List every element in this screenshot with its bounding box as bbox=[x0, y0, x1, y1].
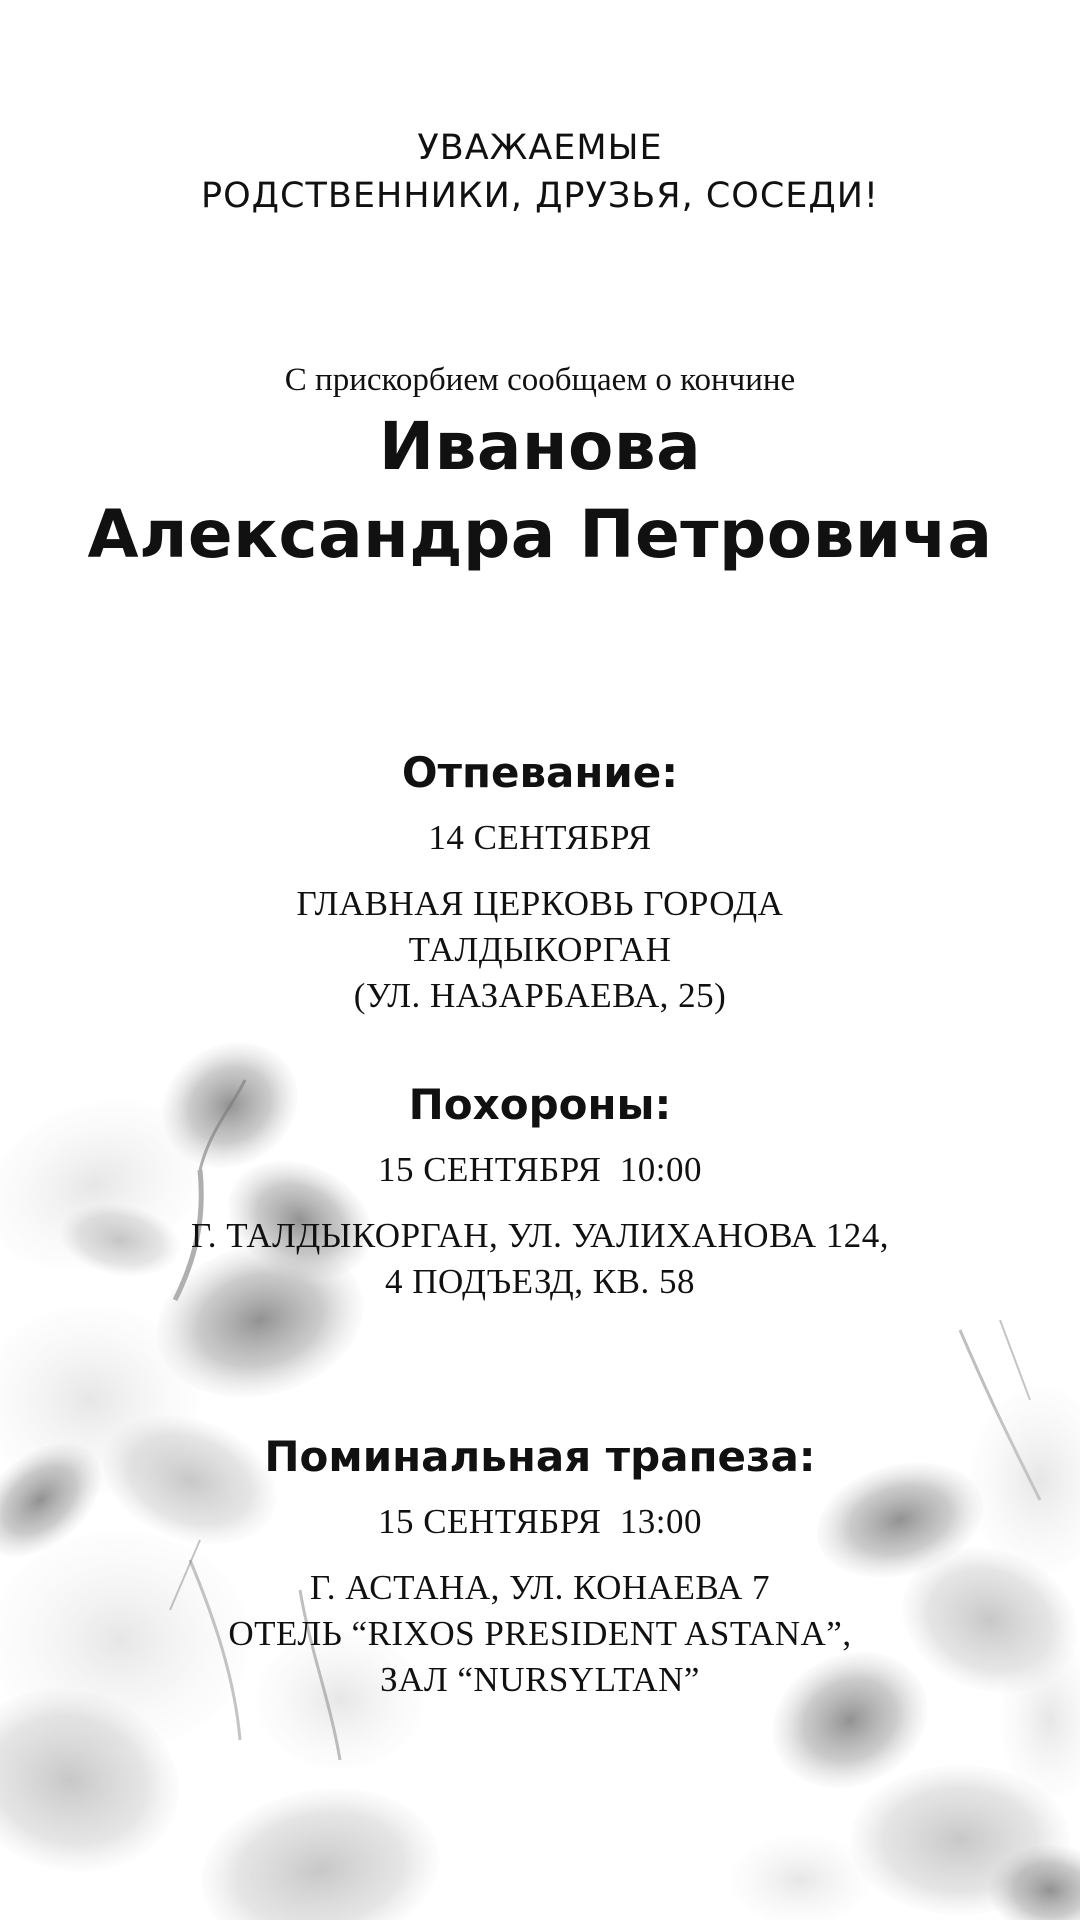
funeral-service-date: 14 СЕНТЯБРЯ bbox=[428, 818, 652, 857]
burial-place-line-1: Г. ТАЛДЫКОРГАН, УЛ. УАЛИХАНОВА 124, bbox=[190, 1216, 889, 1255]
memorial-meal-heading: Поминальная трапеза: bbox=[264, 1432, 816, 1481]
funeral-service-place-line-3: (УЛ. НАЗАРБАЕВА, 25) bbox=[353, 976, 727, 1015]
burial-place-line-2: 4 ПОДЪЕЗД, КВ. 58 bbox=[385, 1262, 695, 1301]
funeral-service-place-line-2: ТАЛДЫКОРГАН bbox=[408, 930, 672, 969]
deceased-name-line-2: Александра Петровича bbox=[87, 496, 993, 573]
announcement-intro: С прискорбием сообщаем о кончине bbox=[284, 362, 796, 398]
memorial-meal-datetime: 15 СЕНТЯБРЯ 13:00 bbox=[377, 1502, 703, 1541]
funeral-service-place-line-1: ГЛАВНАЯ ЦЕРКОВЬ ГОРОДА bbox=[296, 884, 784, 923]
funeral-service-heading: Отпевание: bbox=[401, 748, 679, 797]
memorial-meal-place-line-3: ЗАЛ “NURSYLTAN” bbox=[380, 1660, 700, 1699]
memorial-meal-place-line-1: Г. АСТАНА, УЛ. КОНАЕВА 7 bbox=[309, 1568, 771, 1607]
burial-datetime: 15 СЕНТЯБРЯ 10:00 bbox=[377, 1150, 703, 1189]
greeting-line-1: УВАЖАЕМЫЕ bbox=[417, 128, 663, 168]
deceased-name-line-1: Иванова bbox=[378, 408, 702, 485]
burial-heading: Похороны: bbox=[408, 1080, 672, 1129]
greeting-line-2: РОДСТВЕННИКИ, ДРУЗЬЯ, СОСЕДИ! bbox=[201, 176, 879, 216]
memorial-meal-place-line-2: ОТЕЛЬ “RIXOS PRESIDENT ASTANA”, bbox=[228, 1614, 852, 1653]
